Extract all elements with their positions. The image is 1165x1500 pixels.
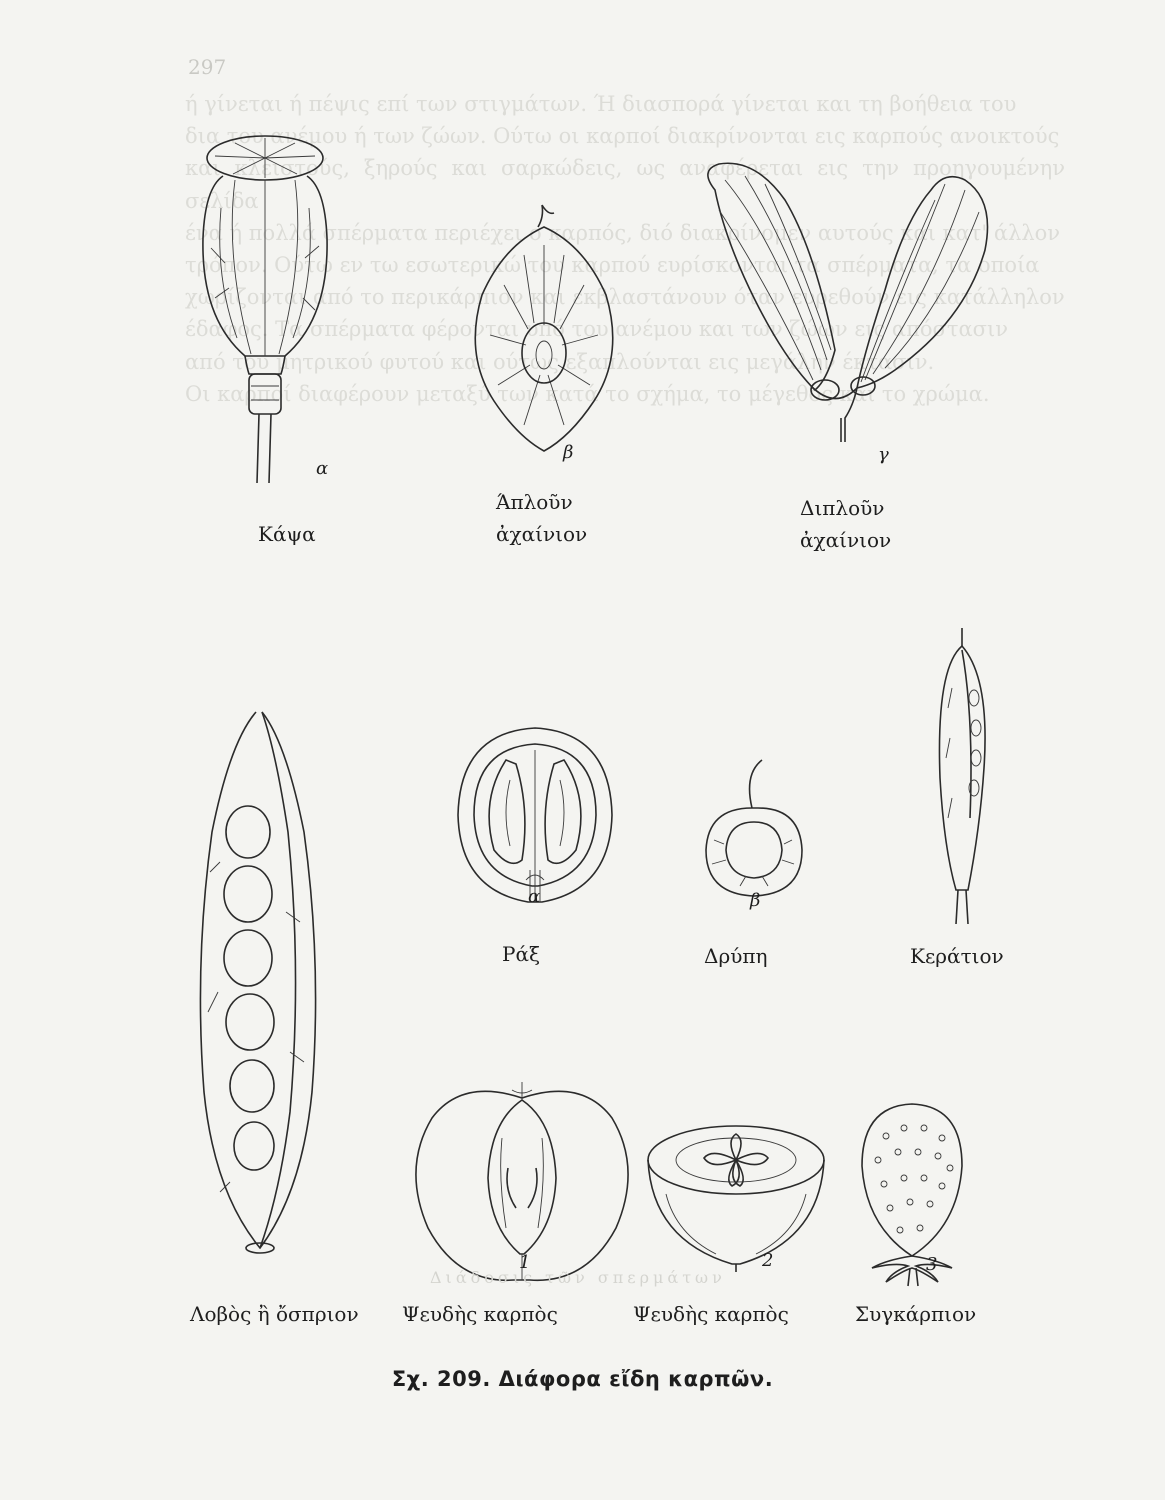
drupe-label: Δρύπη xyxy=(704,944,768,968)
background-text-line: Οι καρποί διαφέρουν μεταξύ των κατά το σχήμα, το μέγεθος και το χρώμα. xyxy=(185,381,990,406)
double-achene-illustration xyxy=(695,160,1005,460)
figure-caption: Σχ. 209. Διάφορα εἴδη καρπῶν. xyxy=(391,1367,774,1391)
false-fruit-2-number: 2 xyxy=(762,1250,774,1271)
drupe-letter: β xyxy=(750,890,761,911)
siliqua-label: Κεράτιον xyxy=(910,944,1004,968)
background-text-line: τρόπον. Ούτω εν τω εσωτερικώ του καρπού ευρίσκονται τα σπέρματα, τα οποία xyxy=(185,253,1040,278)
background-text-line: και κλειστούς, ξηρούς και σαρκώδεις, ως αναφέρεται εις την προηγουμένην σελίδα xyxy=(185,156,1065,213)
aggregate-number: 3 xyxy=(926,1254,938,1275)
berry-letter: α xyxy=(528,886,541,907)
background-text-line: από του μητρικού φυτού και ούτως εξαπλούνται εις μεγάλην έκτασιν. xyxy=(185,349,935,374)
double-achene-label-line2: ἀχαίνιον xyxy=(800,528,892,552)
capsule-label: Κάψα xyxy=(258,522,316,546)
background-text-line: χωρίζονται από το περικάρπιον και εκβλαστάνουν όταν ευρεθούν εις κατάλληλον xyxy=(185,285,1065,310)
double-achene-letter: γ xyxy=(878,444,889,465)
page-number: 297 xyxy=(188,55,227,79)
capsule-letter: α xyxy=(316,458,329,479)
simple-achene-label-line1: Άπλοῦν xyxy=(496,490,573,514)
berry-label: Ράξ xyxy=(502,942,540,966)
background-text-line: δια του ανέμου ή των ζώων. Ούτω οι καρποί διακρίνονται εις καρπούς ανοικτούς xyxy=(185,124,1060,149)
double-achene-label-line1: Διπλοῦν xyxy=(800,496,885,520)
aggregate-illustration xyxy=(852,1096,972,1286)
false-fruit-2-label: Ψευδὴς καρπὸς xyxy=(633,1302,789,1326)
background-text-line: έδαφος. Τα σπέρματα φέρονται υπό του ανέμου και των ζώων εις απόστασιν xyxy=(185,317,1008,342)
aggregate-label: Συγκάρπιον xyxy=(855,1302,977,1326)
siliqua-illustration xyxy=(918,628,1008,928)
simple-achene-label-line2: ἀχαίνιον xyxy=(496,522,588,546)
false-fruit-1-number: 1 xyxy=(519,1252,531,1273)
false-fruit-1-label: Ψευδὴς καρπὸς xyxy=(402,1302,558,1326)
drupe-illustration xyxy=(700,760,810,900)
background-text-line: ή γίνεται ή πέψις επί των στιγμάτων. Ή διασπορά γίνεται και τη βοήθεια του xyxy=(185,92,1017,116)
berry-illustration xyxy=(450,720,620,910)
background-text-line: ένα ή πολλά σπέρματα περιέχει ο καρπός, διό διακρίνομεν αυτούς και κατ' άλλον xyxy=(185,220,1061,245)
legume-illustration xyxy=(190,712,330,1257)
dispersal-heading: Διάδοσις τῶν σπερμάτων xyxy=(430,1268,726,1287)
simple-achene-illustration xyxy=(464,205,624,455)
simple-achene-letter: β xyxy=(563,442,574,463)
capsule-illustration xyxy=(185,128,345,488)
false-fruit-2-illustration xyxy=(636,1124,836,1274)
legume-label: Λοβὸς ἢ ὄσπριον xyxy=(190,1302,359,1326)
